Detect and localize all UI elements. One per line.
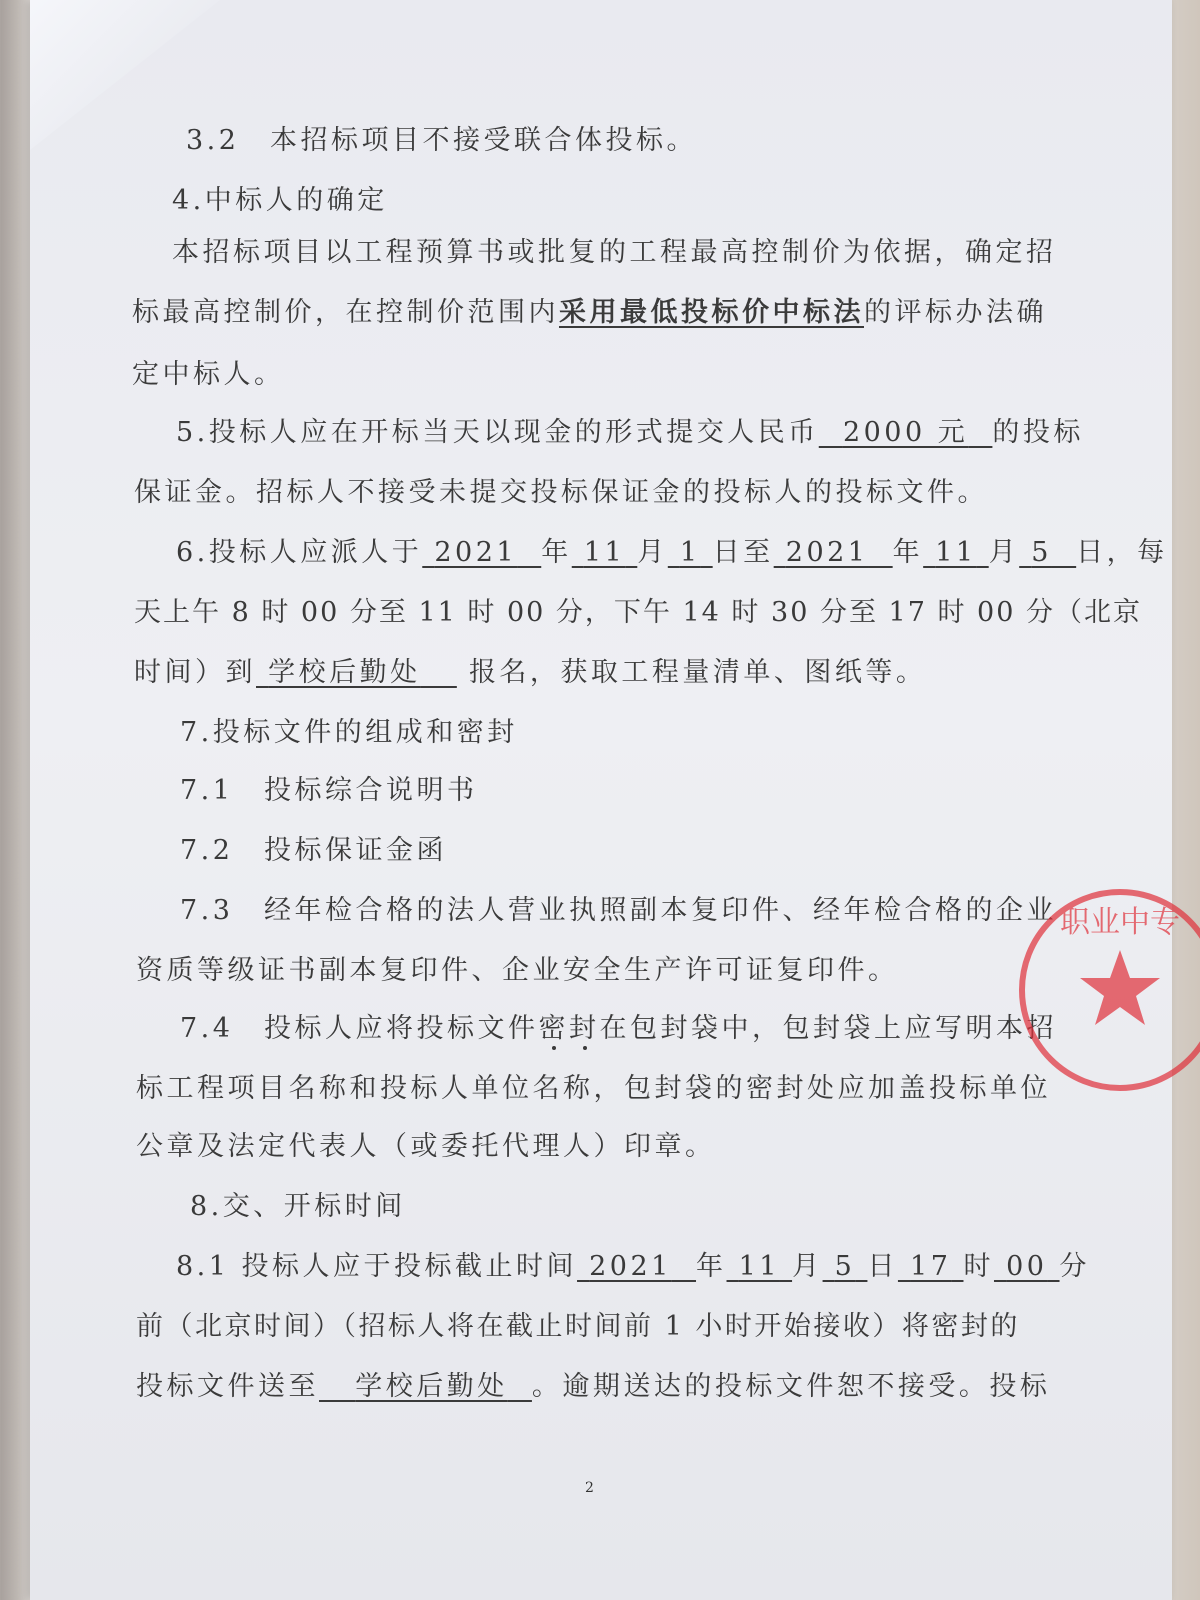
deadline-hour: [898, 1251, 964, 1282]
end-year-value: 2021: [785, 537, 869, 568]
start-year-value: 2021: [434, 537, 518, 568]
clause-8-1-line-2: 前（北京时间）（招标人将在截止时间前 1 小时开始接收）将密封的: [136, 1311, 1020, 1342]
deadline-year-value: 2021: [589, 1251, 672, 1282]
clause-7-4-line-2: 标工程项目名称和投标人单位名称，包封袋的密封处应加盖投标单位: [136, 1073, 1051, 1104]
official-red-seal: [1010, 880, 1200, 1100]
start-month-value: 11: [583, 537, 626, 568]
deadline-month: [727, 1251, 793, 1282]
deadline-day: [823, 1251, 868, 1282]
sealing-after: 在包封袋中，包封袋上应写明本招: [599, 1013, 1057, 1044]
registration-end-year: [774, 537, 893, 568]
deposit-amount-value: 2000 元: [842, 417, 969, 448]
deadline-month-value: 11: [738, 1251, 780, 1282]
page-number: 2: [585, 1480, 594, 1496]
deposit-amount: [819, 417, 993, 448]
nian-2: 年: [892, 537, 924, 568]
heading-bid-opening-time: 8.交、开标时间: [190, 1191, 406, 1222]
deadline-shi: 时: [963, 1251, 994, 1282]
clause-7-3-line-2: 资质等级证书副本复印件、企业安全生产许可证复印件。: [136, 955, 899, 986]
deposit-before: 5.投标人应在开标当天以现金的形式提交人民币: [176, 417, 819, 448]
registration-end-month: [923, 537, 989, 568]
clause-7-4-line-3: 公章及法定代表人（或委托代理人）印章。: [136, 1131, 716, 1162]
place-suffix: 报名，获取工程量清单、图纸等。: [468, 657, 927, 688]
yue-1: 月: [637, 537, 668, 568]
registration-start-day: [668, 537, 713, 568]
seal-text: 职业中专: [1060, 905, 1180, 940]
deposit-line-1: [176, 416, 1084, 450]
emphasis-feng: 封: [568, 1013, 600, 1044]
deadline-prefix: 8.1 投标人应于投标截止时间: [176, 1251, 578, 1282]
yue-2: 月: [988, 537, 1020, 568]
heading-bid-documents: 7.投标文件的组成和密封: [180, 717, 518, 748]
registration-prefix: 6.投标人应派人于: [176, 537, 423, 568]
registration-start-month: [572, 537, 638, 568]
clause-3-2: 3.2 本招标项目不接受联合体投标。: [186, 125, 697, 156]
deadline-yue: 月: [792, 1251, 823, 1282]
ri-mei: 日，每: [1076, 537, 1168, 568]
registration-line-3: [134, 656, 926, 690]
deadline-hour-value: 17: [910, 1251, 952, 1282]
winner-paragraph-line-3: 定中标人。: [132, 359, 285, 390]
evaluation-method: 采用最低投标价中标法: [559, 297, 864, 328]
clause-8-1-line-1: [176, 1250, 1090, 1284]
ri-zhi: 日至: [712, 537, 774, 568]
emphasis-mi: 密: [538, 1013, 569, 1044]
registration-place-value: 学校后勤处: [268, 657, 421, 688]
registration-place: [256, 657, 457, 688]
registration-end-day: [1019, 537, 1076, 568]
deadline-minute-value: 00: [1006, 1251, 1048, 1282]
delivery-place-value: 学校后勤处: [355, 1371, 508, 1402]
clause-7-1: 7.1 投标综合说明书: [180, 775, 478, 806]
winner-paragraph-line-1: 本招标项目以工程预算书或批复的工程最高控制价为依据，确定招: [172, 237, 1057, 268]
deposit-after: 的投标: [992, 417, 1084, 448]
deadline-minute: [994, 1251, 1060, 1282]
clause-8-1-line-3: [136, 1370, 1050, 1404]
winner-paragraph-line-2: [132, 296, 1047, 330]
deadline-day-value: 5: [834, 1251, 856, 1282]
nian-1: 年: [541, 537, 572, 568]
seal-star-icon: [1080, 950, 1160, 1025]
clause-7-2: 7.2 投标保证金函: [180, 835, 447, 866]
registration-line-1: [176, 536, 1168, 570]
deadline-fen: 分: [1059, 1251, 1091, 1282]
delivery-suffix: 。逾期送达的投标文件恕不接受。投标: [531, 1371, 1051, 1402]
deadline-ri: 日: [867, 1251, 898, 1282]
delivery-prefix: 投标文件送至: [136, 1371, 319, 1402]
heading-winner-determination: 4.中标人的确定: [172, 185, 388, 216]
end-month-value: 11: [935, 537, 977, 568]
registration-line-2: 天上午 8 时 00 分至 11 时 00 分，下午 14 时 30 分至 17 时 00 分（北京: [134, 597, 1142, 628]
winner-line2-before: 标最高控制价，在控制价范围内: [132, 297, 559, 328]
registration-start-year: [422, 537, 541, 568]
clause-7-3-line-1: 7.3 经年检合格的法人营业执照副本复印件、经年检合格的企业: [180, 895, 1057, 926]
place-prefix: 时间）到: [134, 657, 256, 688]
winner-line2-after: 的评标办法确: [864, 297, 1047, 328]
delivery-place: [319, 1371, 532, 1402]
deadline-year: [577, 1251, 696, 1282]
start-day-value: 1: [679, 537, 701, 568]
deadline-nian: 年: [696, 1251, 727, 1282]
deposit-line-2: 保证金。招标人不接受未提交投标保证金的投标人的投标文件。: [134, 477, 988, 508]
clause-7-4-line-1: [180, 1012, 1057, 1046]
sealing-before: 7.4 投标人应将投标文件: [180, 1013, 539, 1044]
end-day-value: 5: [1031, 537, 1052, 568]
